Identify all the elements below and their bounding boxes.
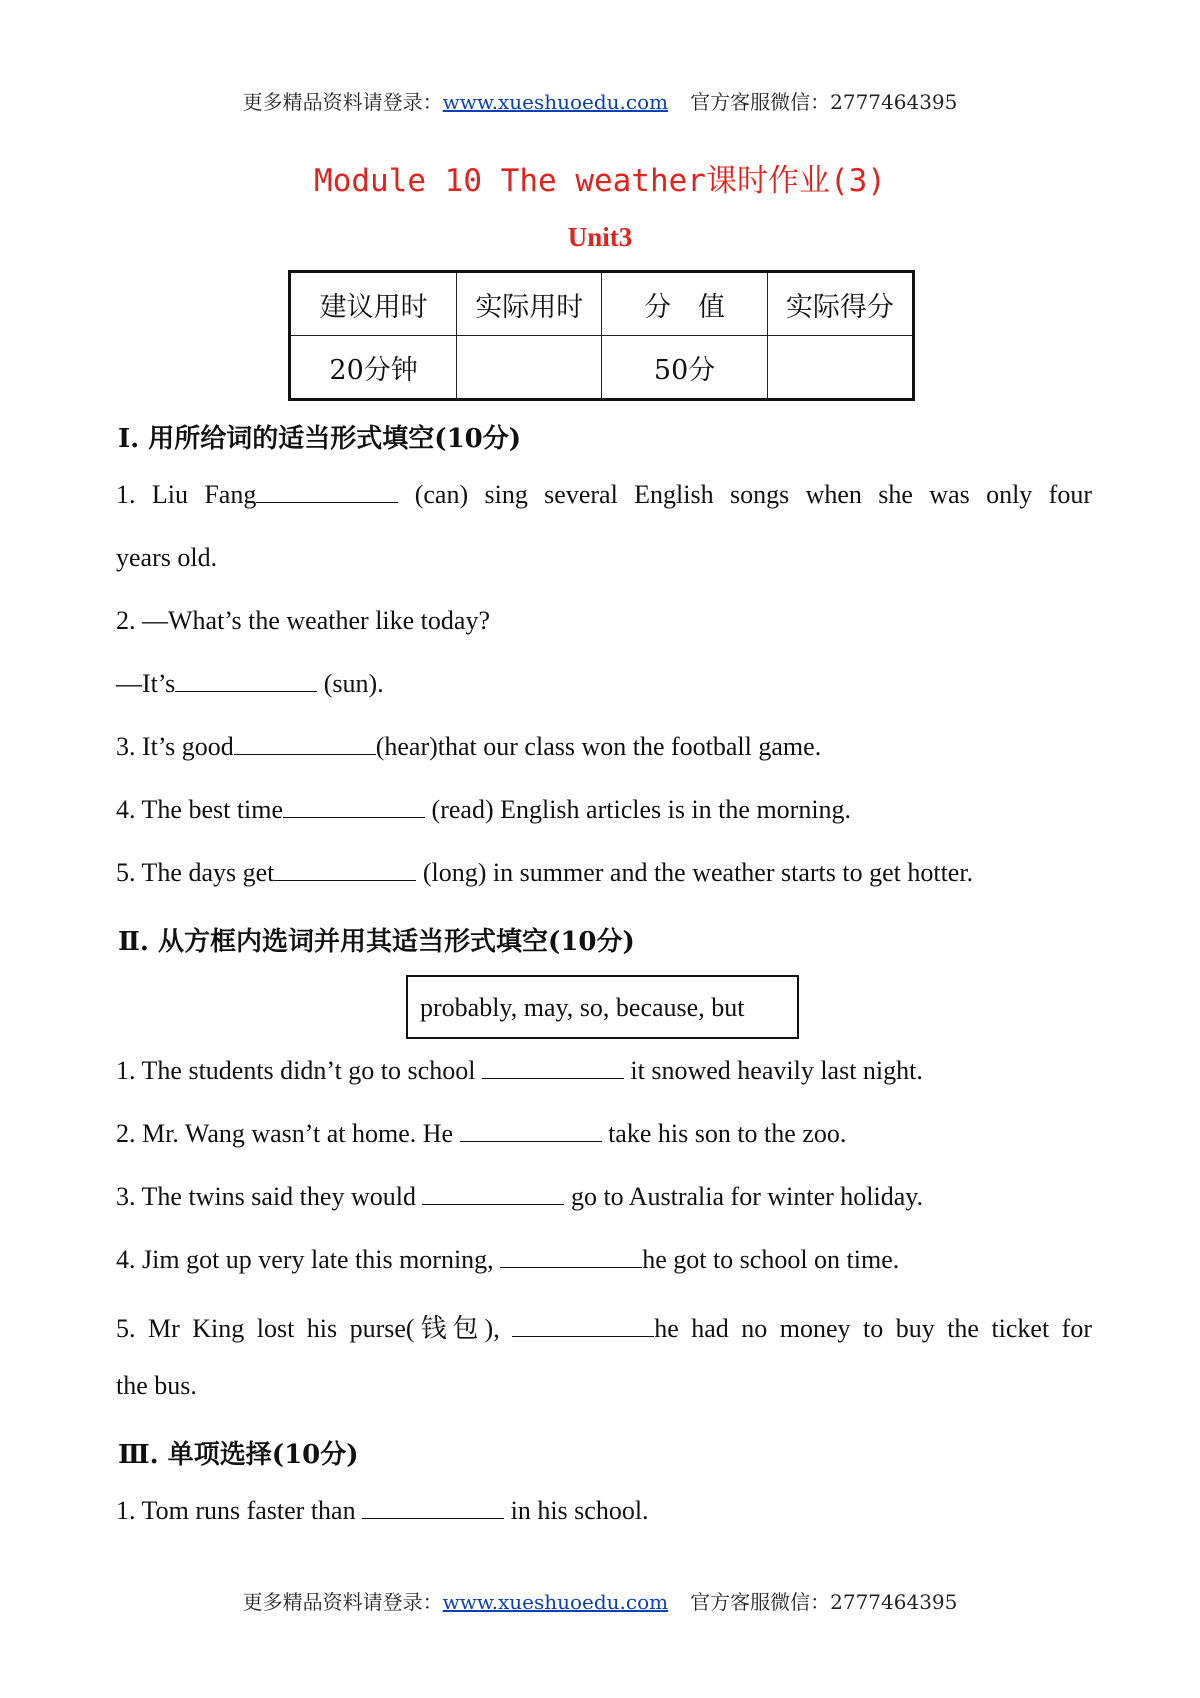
item-text-before: 2. Mr. Wang wasn’t at home. He <box>116 1119 460 1148</box>
item-text-before: 1. Liu Fang <box>116 480 257 509</box>
section-3-heading: Ⅲ. 单项选择(10分) <box>118 1440 359 1470</box>
table-value-suggested-time: 20分钟 <box>290 336 457 400</box>
footer-service-contact: 官方客服微信：2777464395 <box>690 1590 958 1614</box>
item-text-after: (hear)that our class won the football game. <box>375 732 822 761</box>
worksheet-title: Module 10 The weather课时作业(3) <box>314 163 886 199</box>
section-1-item-2: 2. —What’s the weather like today? <box>116 606 490 635</box>
answer-blank[interactable] <box>234 732 376 755</box>
table-header-suggested-time: 建议用时 <box>290 272 457 336</box>
section-2-item-5-continued: the bus. <box>116 1371 197 1400</box>
section-1-item-4 <box>116 795 851 825</box>
header-service-contact: 官方客服微信：2777464395 <box>690 90 958 114</box>
answer-blank[interactable] <box>460 1119 602 1142</box>
item-text-after: take his son to the zoo. <box>601 1119 847 1148</box>
item-text-before: 4. The best time <box>116 795 284 824</box>
item-text-before: 3. It’s good <box>116 732 234 761</box>
page-header <box>0 86 1200 115</box>
answer-blank[interactable] <box>283 795 425 818</box>
item-text-after: he got to school on time. <box>642 1245 900 1274</box>
table-header-actual-time: 实际用时 <box>457 272 602 336</box>
section-1-item-5 <box>116 858 973 888</box>
item-text-after: go to Australia for winter holiday. <box>564 1182 924 1211</box>
answer-blank[interactable] <box>512 1314 654 1337</box>
item-text-after: (can) sing several English songs when she was only four <box>398 480 1092 509</box>
section-1-item-3 <box>116 732 821 762</box>
section-2-item-3 <box>116 1182 923 1212</box>
table-value-actual-score[interactable] <box>767 336 913 400</box>
section-2-item-1 <box>116 1056 923 1086</box>
item-text-after: in his school. <box>504 1496 649 1525</box>
answer-blank[interactable] <box>175 669 317 692</box>
timing-table <box>288 270 915 401</box>
answer-blank[interactable] <box>500 1245 642 1268</box>
answer-blank[interactable] <box>422 1182 564 1205</box>
page-footer <box>0 1586 1200 1615</box>
section-2-item-4 <box>116 1245 899 1275</box>
word-choice-box: probably, may, so, because, but <box>406 975 799 1039</box>
section-1-item-1-continued: years old. <box>116 543 218 572</box>
table-header-actual-score: 实际得分 <box>767 272 913 336</box>
answer-blank[interactable] <box>274 858 416 881</box>
item-text-after: (read) English articles is in the morning. <box>425 795 852 824</box>
item-text-after: it snowed heavily last night. <box>623 1056 923 1085</box>
table-header-score: 分 值 <box>602 272 767 336</box>
section-2-heading: Ⅱ. 从方框内选词并用其适当形式填空(10分) <box>118 927 635 957</box>
section-1-heading: Ⅰ. 用所给词的适当形式填空(10分) <box>118 424 522 454</box>
footer-prefix: 更多精品资料请登录： <box>242 1590 443 1614</box>
header-website-link[interactable]: www.xueshuoedu.com <box>442 90 669 114</box>
worksheet-subtitle: Unit3 <box>567 222 633 252</box>
section-3-item-1 <box>116 1496 649 1526</box>
item-text-before: 1. Tom runs faster than <box>116 1496 363 1525</box>
section-1-item-1 <box>116 480 1092 510</box>
item-text-after: he had no money to buy the ticket for <box>654 1314 1092 1343</box>
item-text-after: (long) in summer and the weather starts to get hotter. <box>416 858 974 887</box>
timing-table-value-row <box>290 336 914 400</box>
item-text-after: (sun). <box>317 669 384 698</box>
item-text-before: 5. Mr King lost his purse(钱包), <box>116 1314 513 1343</box>
answer-blank[interactable] <box>362 1496 504 1519</box>
answer-blank[interactable] <box>256 480 398 503</box>
section-2-item-5 <box>116 1308 1092 1345</box>
section-1-item-2-answer <box>116 669 384 699</box>
item-text-before: 3. The twins said they would <box>116 1182 423 1211</box>
item-text-before: 1. The students didn’t go to school <box>116 1056 482 1085</box>
item-text-before: 5. The days get <box>116 858 275 887</box>
answer-blank[interactable] <box>482 1056 624 1079</box>
item-text-before: 4. Jim got up very late this morning, <box>116 1245 501 1274</box>
table-value-score: 50分 <box>602 336 767 400</box>
section-2-item-2 <box>116 1119 846 1149</box>
item-text-before: —It’s <box>116 669 176 698</box>
table-value-actual-time[interactable] <box>457 336 602 400</box>
header-prefix: 更多精品资料请登录： <box>242 90 443 114</box>
footer-website-link[interactable]: www.xueshuoedu.com <box>442 1590 669 1614</box>
timing-table-header-row <box>290 272 914 336</box>
